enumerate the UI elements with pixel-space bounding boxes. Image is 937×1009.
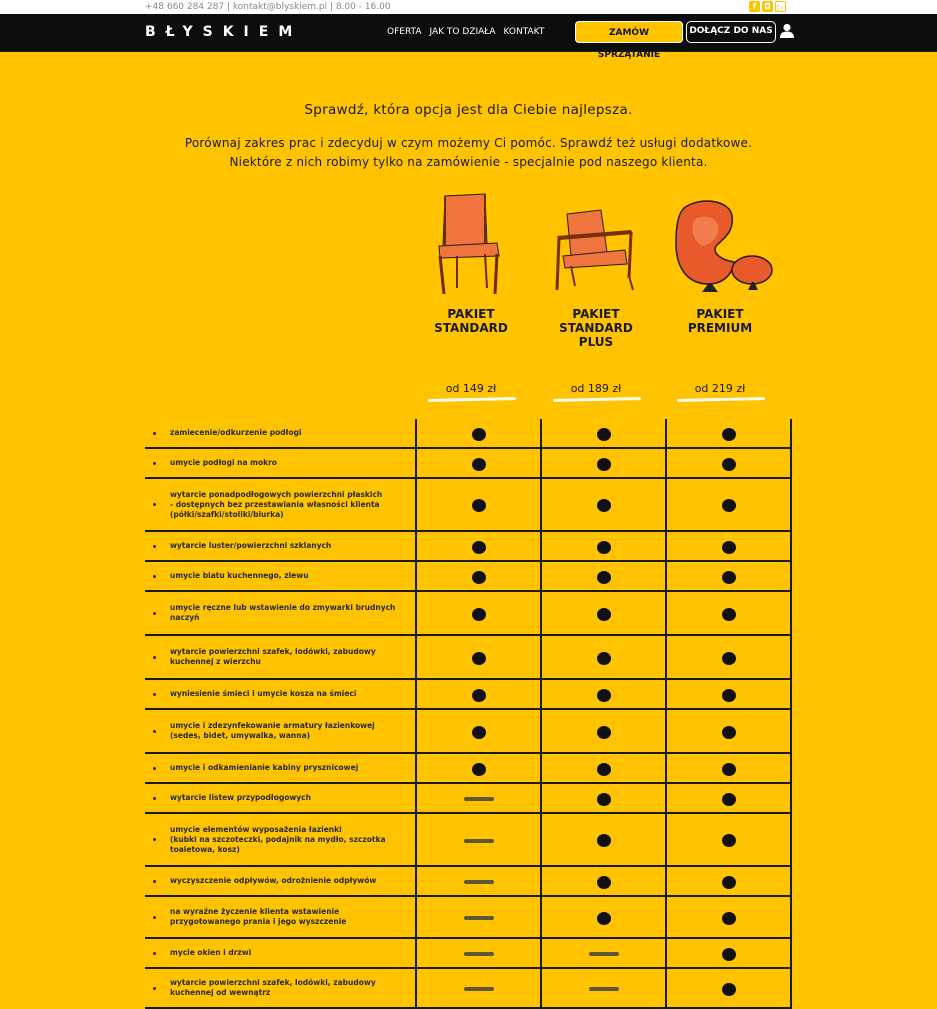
table-row (145, 561, 791, 591)
feature-cell (145, 968, 416, 1008)
package-cell (416, 783, 541, 813)
section-description (0, 134, 937, 172)
bullet-icon (153, 952, 156, 955)
table-row (145, 783, 791, 813)
package-cell (666, 478, 791, 531)
included-dot-icon (597, 793, 611, 806)
included-dot-icon (722, 726, 736, 739)
package-premium-name-line-2: PREMIUM (687, 321, 753, 335)
included-dot-icon (597, 458, 611, 471)
table-row (145, 448, 791, 478)
feature-cell (145, 866, 416, 896)
included-dot-icon (472, 428, 486, 441)
price-underline (553, 397, 641, 402)
package-standard-name-line-1: PAKIET (447, 307, 495, 321)
included-dot-icon (472, 458, 486, 471)
description-line-1: Porównaj zakres prac i zdecyduj w czym możemy Ci pomóc. Sprawdź też usługi dodatkowe. (184, 136, 753, 150)
package-cell (666, 866, 791, 896)
package-cell (666, 938, 791, 968)
feature-cell (145, 531, 416, 561)
feature-cell (145, 938, 416, 968)
youtube-icon[interactable]: ▷ (775, 1, 786, 12)
included-dot-icon (722, 458, 736, 471)
included-dot-icon (597, 541, 611, 554)
price-underline (677, 397, 765, 402)
feature-label: umycie blatu kuchennego, zlewu (170, 571, 309, 580)
standard-plus-armchair-image (553, 206, 637, 292)
bullet-icon (153, 987, 156, 990)
feature-label: mycie okien i drzwi (170, 948, 252, 957)
not-included-dash-icon (464, 797, 494, 801)
package-standard-plus-name-line-3: PLUS (578, 335, 614, 349)
package-cell (541, 896, 666, 938)
table-row (145, 968, 791, 1008)
included-dot-icon (722, 793, 736, 806)
package-cell (541, 783, 666, 813)
included-dot-icon (472, 499, 486, 512)
package-cell (666, 419, 791, 448)
package-cell (666, 635, 791, 679)
bullet-icon (153, 797, 156, 800)
comparison-table (145, 419, 792, 1009)
package-cell (541, 968, 666, 1008)
table-row (145, 753, 791, 783)
feature-label: wyczyszczenie odpływów, odrożnienie odpływów (170, 876, 377, 885)
standard-chair-image (435, 192, 505, 298)
feature-label: wytarcie powierzchni szafek, lodówki, zabudowy kuchennej od wewnątrz (170, 978, 376, 997)
package-cell (666, 783, 791, 813)
feature-label: umycie ręczne lub wstawienie do zmywarki brudnych naczyń (170, 603, 396, 622)
package-cell (666, 679, 791, 709)
feature-label: wytarcie powierzchni szafek, lodówki, zabudowy kuchennej z wierzchu (170, 647, 376, 666)
included-dot-icon (722, 763, 736, 776)
package-cell (666, 448, 791, 478)
package-standard-price: od 149 zł (445, 382, 497, 395)
included-dot-icon (722, 608, 736, 621)
bullet-icon (153, 462, 156, 465)
bullet-icon (153, 693, 156, 696)
included-dot-icon (597, 428, 611, 441)
package-standard-plus-name (534, 307, 658, 349)
package-cell (416, 591, 541, 635)
package-cell (541, 938, 666, 968)
feature-cell (145, 635, 416, 679)
feature-label: zamiecenie/odkurzenie podłogi (170, 428, 302, 437)
package-cell (541, 419, 666, 448)
nav-links (387, 27, 544, 37)
included-dot-icon (722, 948, 736, 961)
included-dot-icon (722, 876, 736, 889)
bullet-icon (153, 767, 156, 770)
table-row (145, 709, 791, 753)
package-cell (416, 968, 541, 1008)
package-cell (541, 866, 666, 896)
included-dot-icon (597, 571, 611, 584)
package-cell (416, 635, 541, 679)
not-included-dash-icon (464, 952, 494, 956)
included-dot-icon (472, 541, 486, 554)
feature-label: umycie i odkamienianie kabiny prysznicowej (170, 763, 359, 772)
feature-cell (145, 896, 416, 938)
not-included-dash-icon (464, 916, 494, 920)
feature-label: na wyraźne życzenie klienta wstawienie przygotowanego prania i jego wyszczenie (170, 907, 347, 926)
feature-cell (145, 753, 416, 783)
feature-cell (145, 561, 416, 591)
included-dot-icon (597, 689, 611, 702)
included-dot-icon (472, 689, 486, 702)
package-cell (541, 709, 666, 753)
site-logo[interactable]: BŁYSKIEM (145, 24, 303, 40)
included-dot-icon (472, 726, 486, 739)
premium-egg-chair-image (672, 198, 776, 294)
included-dot-icon (722, 983, 736, 996)
table-row (145, 866, 791, 896)
package-cell (541, 679, 666, 709)
included-dot-icon (597, 652, 611, 665)
table-row (145, 478, 791, 531)
included-dot-icon (597, 912, 611, 925)
table-row (145, 938, 791, 968)
included-dot-icon (597, 499, 611, 512)
bullet-icon (153, 656, 156, 659)
feature-label: wytarcie listew przypodłogowych (170, 793, 311, 802)
package-cell (666, 896, 791, 938)
included-dot-icon (472, 652, 486, 665)
package-cell (416, 478, 541, 531)
package-cell (666, 813, 791, 866)
feature-cell (145, 783, 416, 813)
included-dot-icon (722, 652, 736, 665)
included-dot-icon (722, 912, 736, 925)
bullet-icon (153, 730, 156, 733)
package-cell (416, 531, 541, 561)
package-cell (541, 478, 666, 531)
package-cell (416, 419, 541, 448)
instagram-icon[interactable]: ◘ (762, 1, 773, 12)
package-premium-name-line-1: PAKIET (696, 307, 744, 321)
included-dot-icon (722, 571, 736, 584)
package-cell (416, 448, 541, 478)
included-dot-icon (597, 726, 611, 739)
facebook-icon[interactable]: f (749, 1, 760, 12)
bullet-icon (153, 838, 156, 841)
nav-link-jak-to-dziala[interactable]: JAK TO DZIAŁA (429, 27, 496, 37)
social-links (749, 1, 786, 12)
package-cell (666, 591, 791, 635)
bullet-icon (153, 612, 156, 615)
not-included-dash-icon (589, 987, 619, 991)
package-cell (416, 938, 541, 968)
feature-cell (145, 709, 416, 753)
table-row (145, 591, 791, 635)
table-row (145, 896, 791, 938)
package-cell (416, 679, 541, 709)
package-cell (541, 561, 666, 591)
not-included-dash-icon (464, 987, 494, 991)
bullet-icon (153, 432, 156, 435)
feature-label: wytarcie luster/powierzchni szklanych (170, 541, 332, 550)
package-cell (666, 531, 791, 561)
nav-link-kontakt[interactable]: KONTAKT (503, 27, 545, 37)
table-row (145, 531, 791, 561)
included-dot-icon (722, 834, 736, 847)
package-cell (666, 561, 791, 591)
not-included-dash-icon (464, 880, 494, 884)
table-row (145, 635, 791, 679)
join-us-button[interactable]: DOŁĄCZ DO NAS (686, 21, 776, 43)
package-cell (541, 531, 666, 561)
package-cell (416, 709, 541, 753)
feature-cell (145, 448, 416, 478)
feature-label: wyniesienie śmieci i umycie kosza na śmieci (170, 689, 357, 698)
package-cell (416, 813, 541, 866)
package-cell (666, 709, 791, 753)
feature-label: umycie i zdezynfekowanie armatury łazienkowej (sedes, bidet, umywalka, wanna) (170, 721, 375, 740)
package-cell (541, 753, 666, 783)
included-dot-icon (597, 763, 611, 776)
included-dot-icon (472, 763, 486, 776)
package-standard-name (409, 307, 533, 335)
top-info-bar (0, 0, 937, 14)
nav-link-oferta[interactable]: OFERTA (387, 27, 422, 37)
package-cell (541, 813, 666, 866)
not-included-dash-icon (589, 952, 619, 956)
included-dot-icon (597, 834, 611, 847)
included-dot-icon (722, 428, 736, 441)
package-cell (666, 753, 791, 783)
feature-label: wytarcie ponadpodłogowych powierzchni płaskich - dostępnych bez przestawiania własności klienta (półki/szafki/stoliki/biurka) (170, 489, 383, 519)
table-row (145, 419, 791, 448)
price-underline (428, 397, 516, 402)
order-cleaning-button[interactable]: ZAMÓW SPRZĄTANIE (575, 21, 683, 43)
feature-cell (145, 419, 416, 448)
description-line-2: Niektóre z nich robimy tylko na zamówienie - specjalnie pod naszego klienta. (229, 155, 708, 169)
package-premium-name (658, 307, 782, 335)
package-cell (416, 896, 541, 938)
feature-cell (145, 591, 416, 635)
package-cell (541, 591, 666, 635)
contact-info: +48 660 284 287 | kontakt@blyskiem.pl | 8.00 - 16.00 (145, 2, 391, 12)
package-cell (541, 635, 666, 679)
feature-label: umycie elementów wyposażenia łazienki (kubki na szczoteczki, podajnik na mydło, szczotka toaletowa, kosz) (170, 824, 386, 854)
bullet-icon (153, 916, 156, 919)
package-standard-plus-price: od 189 zł (570, 382, 622, 395)
package-standard-plus-name-line-1: PAKIET (572, 307, 620, 321)
included-dot-icon (722, 689, 736, 702)
package-standard-name-line-2: STANDARD (434, 321, 508, 335)
package-cell (541, 448, 666, 478)
main-navbar (0, 14, 937, 60)
package-premium-price: od 219 zł (694, 382, 746, 395)
section-title: Sprawdź, która opcja jest dla Ciebie najlepsza. (304, 102, 633, 118)
feature-cell (145, 478, 416, 531)
not-included-dash-icon (464, 839, 494, 843)
included-dot-icon (597, 608, 611, 621)
bullet-icon (153, 545, 156, 548)
feature-label: umycie podłogi na mokro (170, 458, 277, 467)
package-cell (416, 561, 541, 591)
table-row (145, 679, 791, 709)
included-dot-icon (722, 541, 736, 554)
feature-cell (145, 679, 416, 709)
included-dot-icon (722, 499, 736, 512)
package-cell (416, 753, 541, 783)
package-cell (416, 866, 541, 896)
bullet-icon (153, 880, 156, 883)
bullet-icon (153, 503, 156, 506)
included-dot-icon (472, 608, 486, 621)
user-icon[interactable] (779, 23, 795, 39)
included-dot-icon (597, 876, 611, 889)
feature-cell (145, 813, 416, 866)
table-row (145, 813, 791, 866)
included-dot-icon (472, 571, 486, 584)
package-standard-plus-name-line-2: STANDARD (559, 321, 633, 335)
package-cell (666, 968, 791, 1008)
bullet-icon (153, 575, 156, 578)
